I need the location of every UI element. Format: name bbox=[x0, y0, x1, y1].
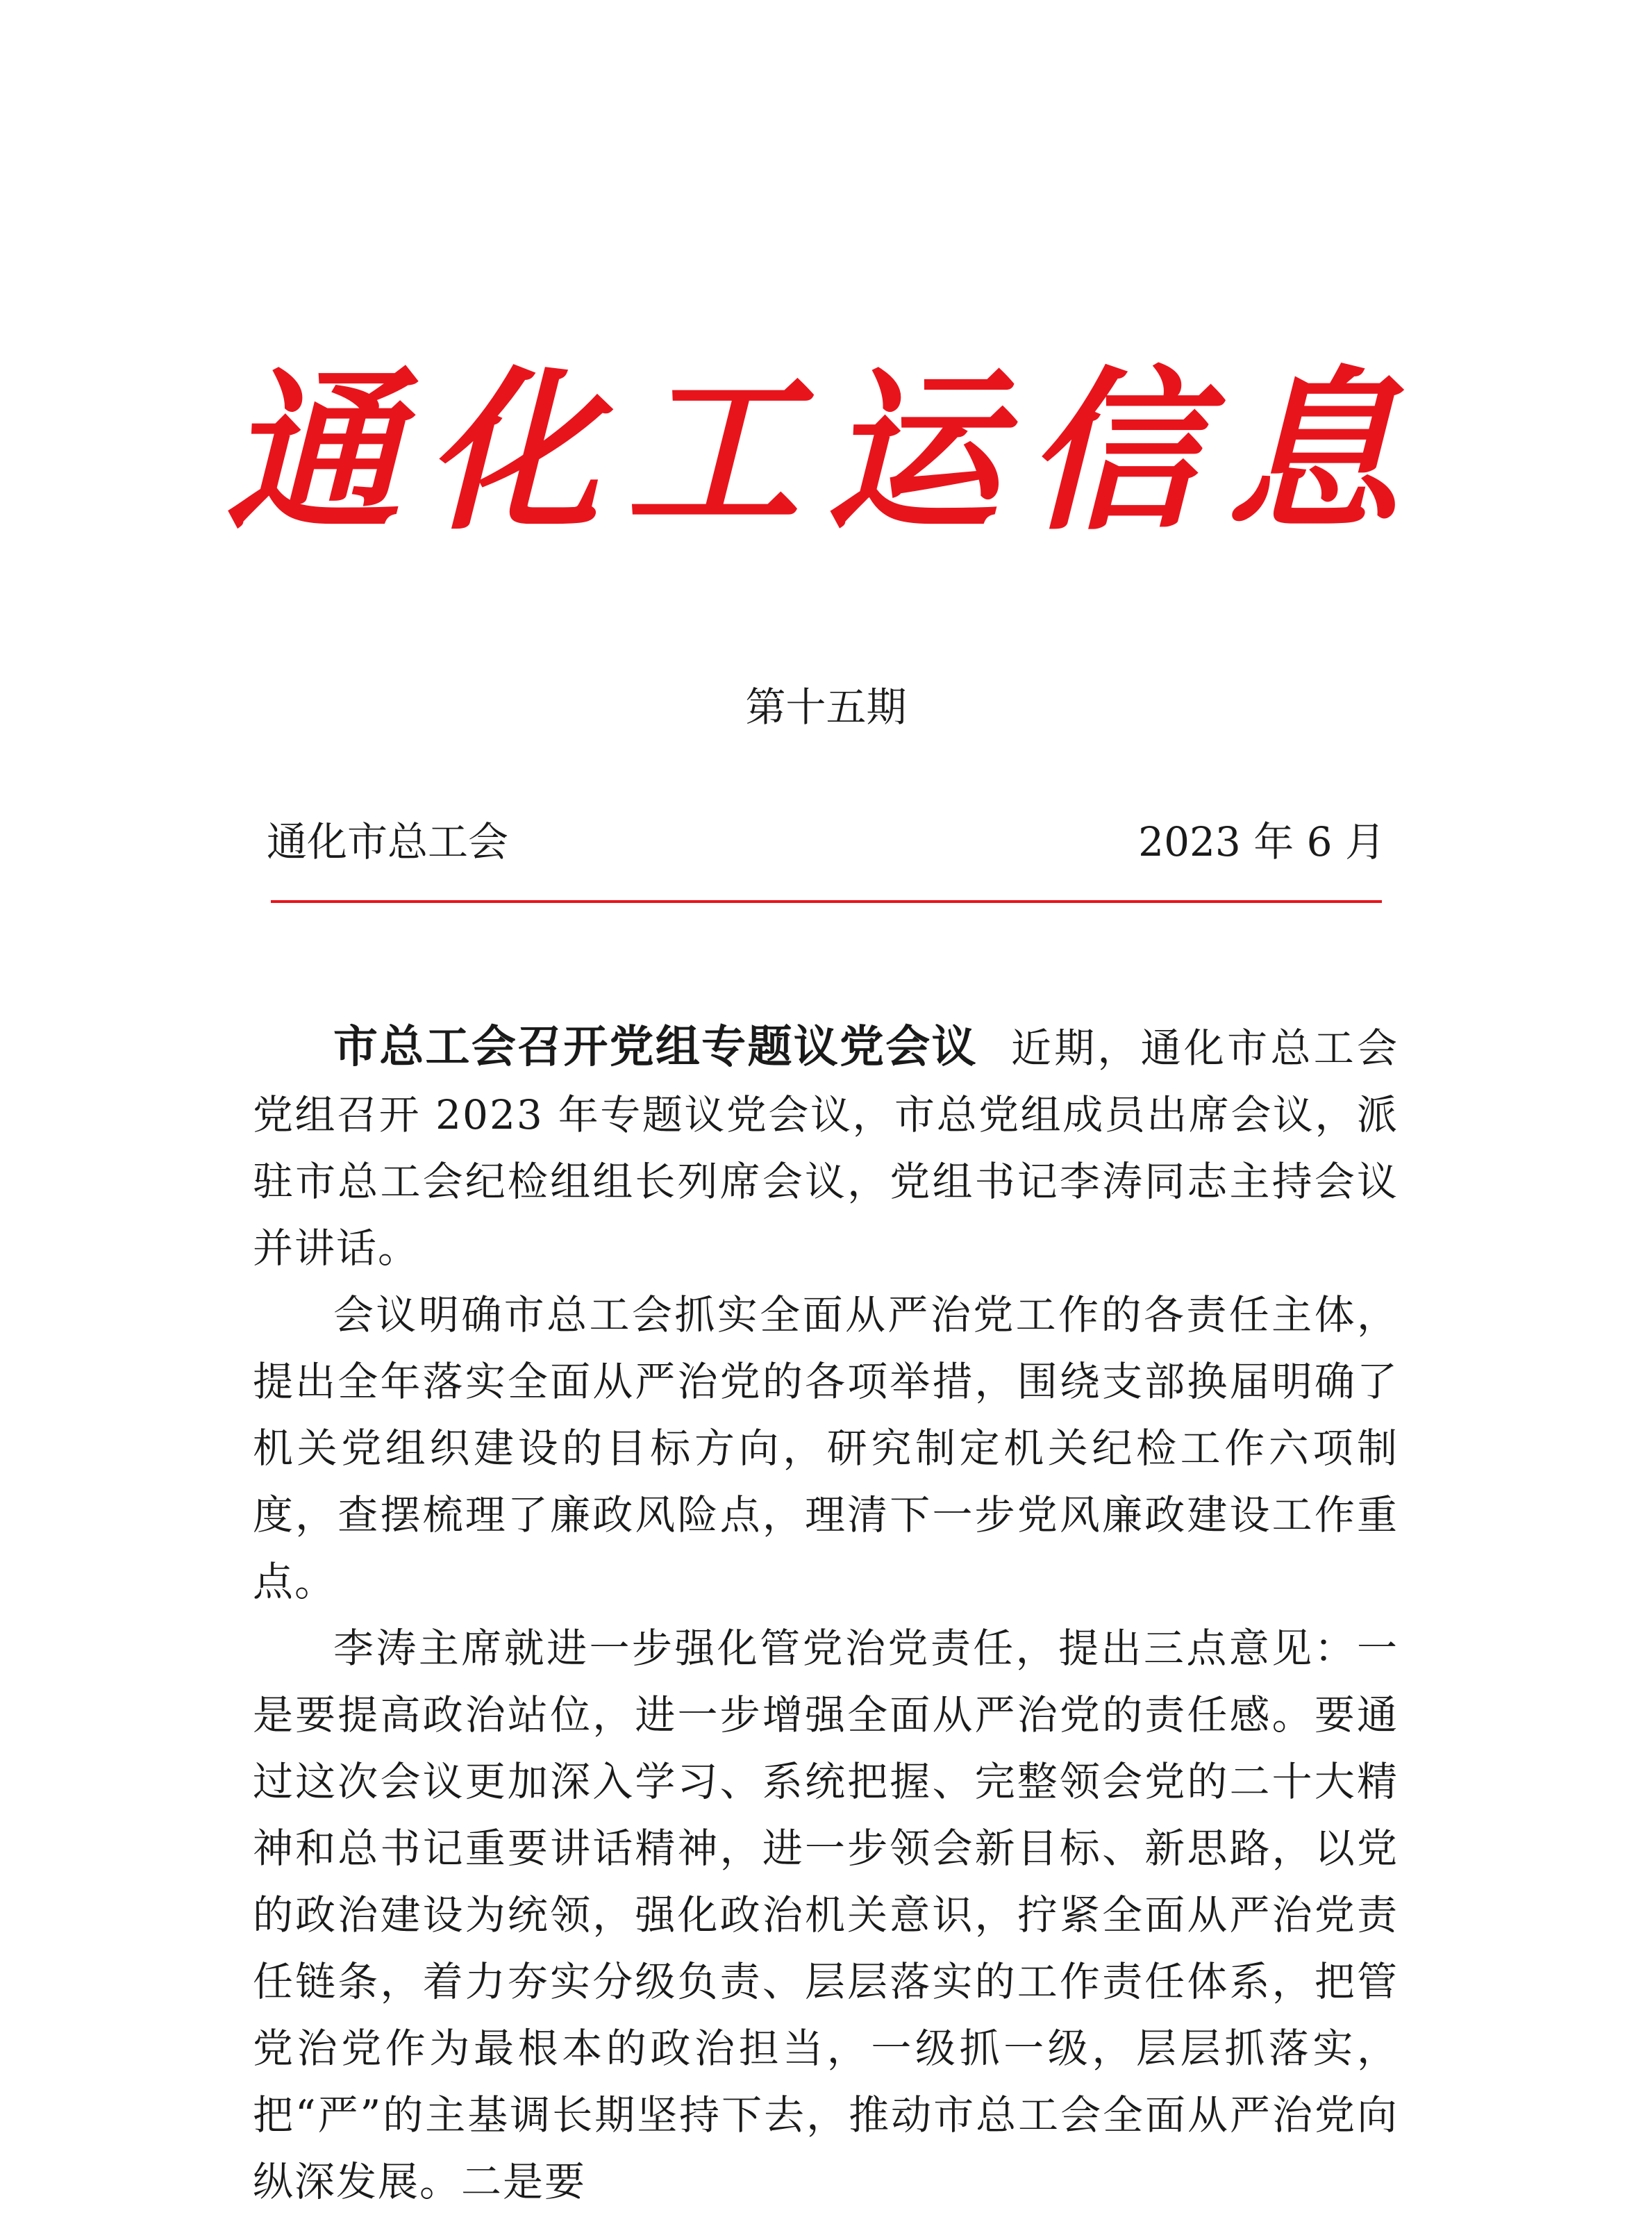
article-headline: 市总工会召开党组专题议党会议 bbox=[333, 1022, 978, 1073]
paragraph-text: 李涛主席就进一步强化管党治党责任，提出三点意见：一是要提高政治站位，进一步增强全面从严治党的责任感。要通过这次会议更加深入学习、系统把握、完整领会党的二十大精神和总书记重要讲话精神，进一步领会新目标、新思路，以党的政治建设为统领，强化政治机关意识，拧紧全面从严治党责任链条，着力夯实分级负责、层层落实的工作责任体系，把管党治党作为最根本的政治担当，一级抓一级，层层抓落实，把“严”的主基调长期坚持下去，推动市总工会全面从严治党向纵深发展。二是要 bbox=[253, 1625, 1399, 2205]
issue-date: 2023 年 6 月 bbox=[1138, 818, 1385, 865]
issue-number: 第十五期 bbox=[745, 683, 907, 731]
organization-name: 通化市总工会 bbox=[267, 818, 509, 865]
article-paragraph-3 bbox=[253, 1615, 1399, 2215]
paragraph-text: 近期，通化市总工会党组召开 2023 年专题议党会议，市总党组成员出席会议，派驻市总工会纪检组组长列席会议，党组书记李涛同志主持会议并讲话。 bbox=[253, 1024, 1399, 1272]
article-paragraph-2 bbox=[253, 1281, 1399, 1615]
header-divider bbox=[271, 900, 1382, 903]
article-paragraph-1 bbox=[253, 1014, 1399, 1281]
article-body bbox=[253, 1014, 1399, 2215]
masthead-title: 通化工运信息 bbox=[226, 349, 1426, 554]
paragraph-text: 会议明确市总工会抓实全面从严治党工作的各责任主体，提出全年落实全面从严治党的各项举措，围绕支部换届明确了机关党组织建设的目标方向，研究制定机关纪检工作六项制度，查摆梳理了廉政风险点，理清下一步党风廉政建设工作重点。 bbox=[253, 1291, 1399, 1605]
